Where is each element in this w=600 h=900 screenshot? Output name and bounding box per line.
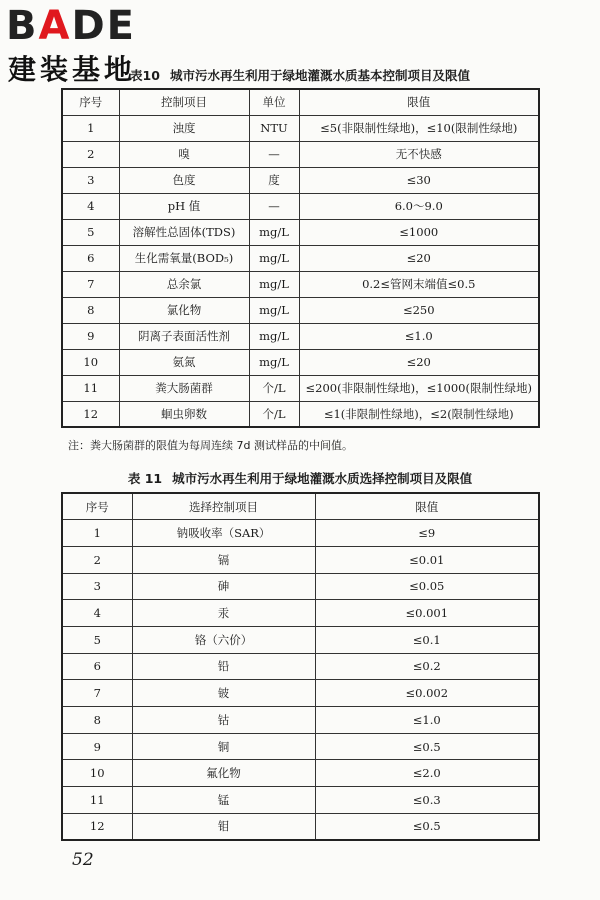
table-cell: 3 xyxy=(62,573,132,600)
table-cell: ≤30 xyxy=(299,167,539,193)
table-cell: ≤1000 xyxy=(299,219,539,245)
table-cell: 钠吸收率（SAR） xyxy=(132,520,315,547)
table-cell: 嗅 xyxy=(119,141,249,167)
table10-header: 单位 xyxy=(249,89,299,115)
table-cell: ≤20 xyxy=(299,245,539,271)
table-cell: ≤200(非限制性绿地)，≤1000(限制性绿地) xyxy=(299,375,539,401)
table-cell: 12 xyxy=(62,401,119,427)
table-cell: 蛔虫卵数 xyxy=(119,401,249,427)
table-cell: 4 xyxy=(62,600,132,627)
table-cell: ≤20 xyxy=(299,349,539,375)
table-cell: 8 xyxy=(62,707,132,734)
table-row xyxy=(62,546,539,573)
table10-caption xyxy=(0,66,600,84)
table-cell: ≤1.0 xyxy=(299,323,539,349)
table-row xyxy=(62,760,539,787)
table10-header: 限值 xyxy=(299,89,539,115)
table-cell: NTU xyxy=(249,115,299,141)
table-row xyxy=(62,401,539,427)
table-cell: 2 xyxy=(62,141,119,167)
table-cell: 1 xyxy=(62,520,132,547)
table-row xyxy=(62,707,539,734)
table-cell: — xyxy=(249,141,299,167)
table-cell: 10 xyxy=(62,760,132,787)
table-cell: mg/L xyxy=(249,245,299,271)
table-cell: mg/L xyxy=(249,349,299,375)
table-cell: 0.2≤管网末端值≤0.5 xyxy=(299,271,539,297)
table-cell: 镉 xyxy=(132,546,315,573)
table-cell: 钼 xyxy=(132,813,315,840)
table-cell: ≤0.3 xyxy=(315,787,539,814)
table10-title: 城市污水再生利用于绿地灌溉水质基本控制项目及限值 xyxy=(169,68,470,83)
table-cell: 2 xyxy=(62,546,132,573)
table10-header: 控制项目 xyxy=(119,89,249,115)
table-cell: 6 xyxy=(62,245,119,271)
table-row xyxy=(62,271,539,297)
table-cell: 5 xyxy=(62,626,132,653)
table-row xyxy=(62,349,539,375)
table-cell: ≤1.0 xyxy=(315,707,539,734)
table11-header: 序号 xyxy=(62,493,132,520)
table-cell: 砷 xyxy=(132,573,315,600)
table-cell: 10 xyxy=(62,349,119,375)
brand-logo-mark: BADE xyxy=(6,3,136,49)
table-cell: 5 xyxy=(62,219,119,245)
table-cell: 钴 xyxy=(132,707,315,734)
table11 xyxy=(61,492,540,841)
table-row xyxy=(62,193,539,219)
table-cell: ≤0.1 xyxy=(315,626,539,653)
table-cell: 11 xyxy=(62,375,119,401)
table-row xyxy=(62,375,539,401)
table10-number: 表10 xyxy=(130,68,160,83)
table10-body xyxy=(62,115,539,427)
table-cell: 铜 xyxy=(132,733,315,760)
table-cell: 9 xyxy=(62,323,119,349)
table-cell: 阴离子表面活性剂 xyxy=(119,323,249,349)
table-cell: ≤9 xyxy=(315,520,539,547)
table-cell: mg/L xyxy=(249,219,299,245)
table-cell: 4 xyxy=(62,193,119,219)
table-cell: 个/L xyxy=(249,401,299,427)
table-row xyxy=(62,297,539,323)
table-row xyxy=(62,813,539,840)
table-row xyxy=(62,323,539,349)
table-cell: 3 xyxy=(62,167,119,193)
table-row xyxy=(62,600,539,627)
table-cell: mg/L xyxy=(249,271,299,297)
table-cell: 汞 xyxy=(132,600,315,627)
table10-header: 序号 xyxy=(62,89,119,115)
table-row xyxy=(62,680,539,707)
table-row xyxy=(62,167,539,193)
table10 xyxy=(61,88,540,428)
table-cell: 浊度 xyxy=(119,115,249,141)
table-row xyxy=(62,141,539,167)
table-cell: ≤0.5 xyxy=(315,813,539,840)
table-cell: ≤5(非限制性绿地)，≤10(限制性绿地) xyxy=(299,115,539,141)
table-cell: 7 xyxy=(62,271,119,297)
table-cell: — xyxy=(249,193,299,219)
table11-header: 选择控制项目 xyxy=(132,493,315,520)
table-cell: 个/L xyxy=(249,375,299,401)
table-cell: 铬（六价） xyxy=(132,626,315,653)
table-cell: 6 xyxy=(62,653,132,680)
table-row xyxy=(62,115,539,141)
table11-title: 城市污水再生利用于绿地灌溉水质选择控制项目及限值 xyxy=(172,471,473,486)
table11-number: 表 11 xyxy=(127,471,163,486)
table-cell: 度 xyxy=(249,167,299,193)
table-row xyxy=(62,733,539,760)
table-cell: pH 值 xyxy=(119,193,249,219)
table-cell: 氨氮 xyxy=(119,349,249,375)
table-row xyxy=(62,245,539,271)
table-cell: 氟化物 xyxy=(132,760,315,787)
table-cell: 色度 xyxy=(119,167,249,193)
table-cell: 铍 xyxy=(132,680,315,707)
page-number: 52 xyxy=(72,850,94,870)
table11-caption xyxy=(0,469,600,487)
brand-logo-subtitle: 建装基地 xyxy=(8,53,137,86)
table-cell: mg/L xyxy=(249,323,299,349)
table-cell: ≤0.01 xyxy=(315,546,539,573)
table-cell: 生化需氧量(BOD₅) xyxy=(119,245,249,271)
table-cell: ≤1(非限制性绿地)，≤2(限制性绿地) xyxy=(299,401,539,427)
table-cell: 1 xyxy=(62,115,119,141)
table-row xyxy=(62,520,539,547)
table11-header-row xyxy=(62,493,539,520)
table-row xyxy=(62,653,539,680)
table10-header-row xyxy=(62,89,539,115)
table-cell: ≤0.5 xyxy=(315,733,539,760)
table-cell: 6.0～9.0 xyxy=(299,193,539,219)
table-cell: 粪大肠菌群 xyxy=(119,375,249,401)
table-cell: ≤0.002 xyxy=(315,680,539,707)
table-cell: 锰 xyxy=(132,787,315,814)
table-cell: 11 xyxy=(62,787,132,814)
table-cell: 无不快感 xyxy=(299,141,539,167)
table-cell: ≤2.0 xyxy=(315,760,539,787)
table-cell: 8 xyxy=(62,297,119,323)
table-cell: ≤0.001 xyxy=(315,600,539,627)
table-cell: 铅 xyxy=(132,653,315,680)
table-row xyxy=(62,787,539,814)
table-cell: ≤0.2 xyxy=(315,653,539,680)
table11-body xyxy=(62,520,539,840)
table-cell: 溶解性总固体(TDS) xyxy=(119,219,249,245)
table-cell: 7 xyxy=(62,680,132,707)
table-cell: 氯化物 xyxy=(119,297,249,323)
table-cell: mg/L xyxy=(249,297,299,323)
table-cell: 12 xyxy=(62,813,132,840)
table10-note: 注：粪大肠菌群的限值为每周连续 7d 测试样品的中间值。 xyxy=(68,439,353,452)
table-cell: 9 xyxy=(62,733,132,760)
table-row xyxy=(62,626,539,653)
table-row xyxy=(62,219,539,245)
table11-header: 限值 xyxy=(315,493,539,520)
table-cell: 总余氯 xyxy=(119,271,249,297)
table-cell: ≤250 xyxy=(299,297,539,323)
table-row xyxy=(62,573,539,600)
table-cell: ≤0.05 xyxy=(315,573,539,600)
